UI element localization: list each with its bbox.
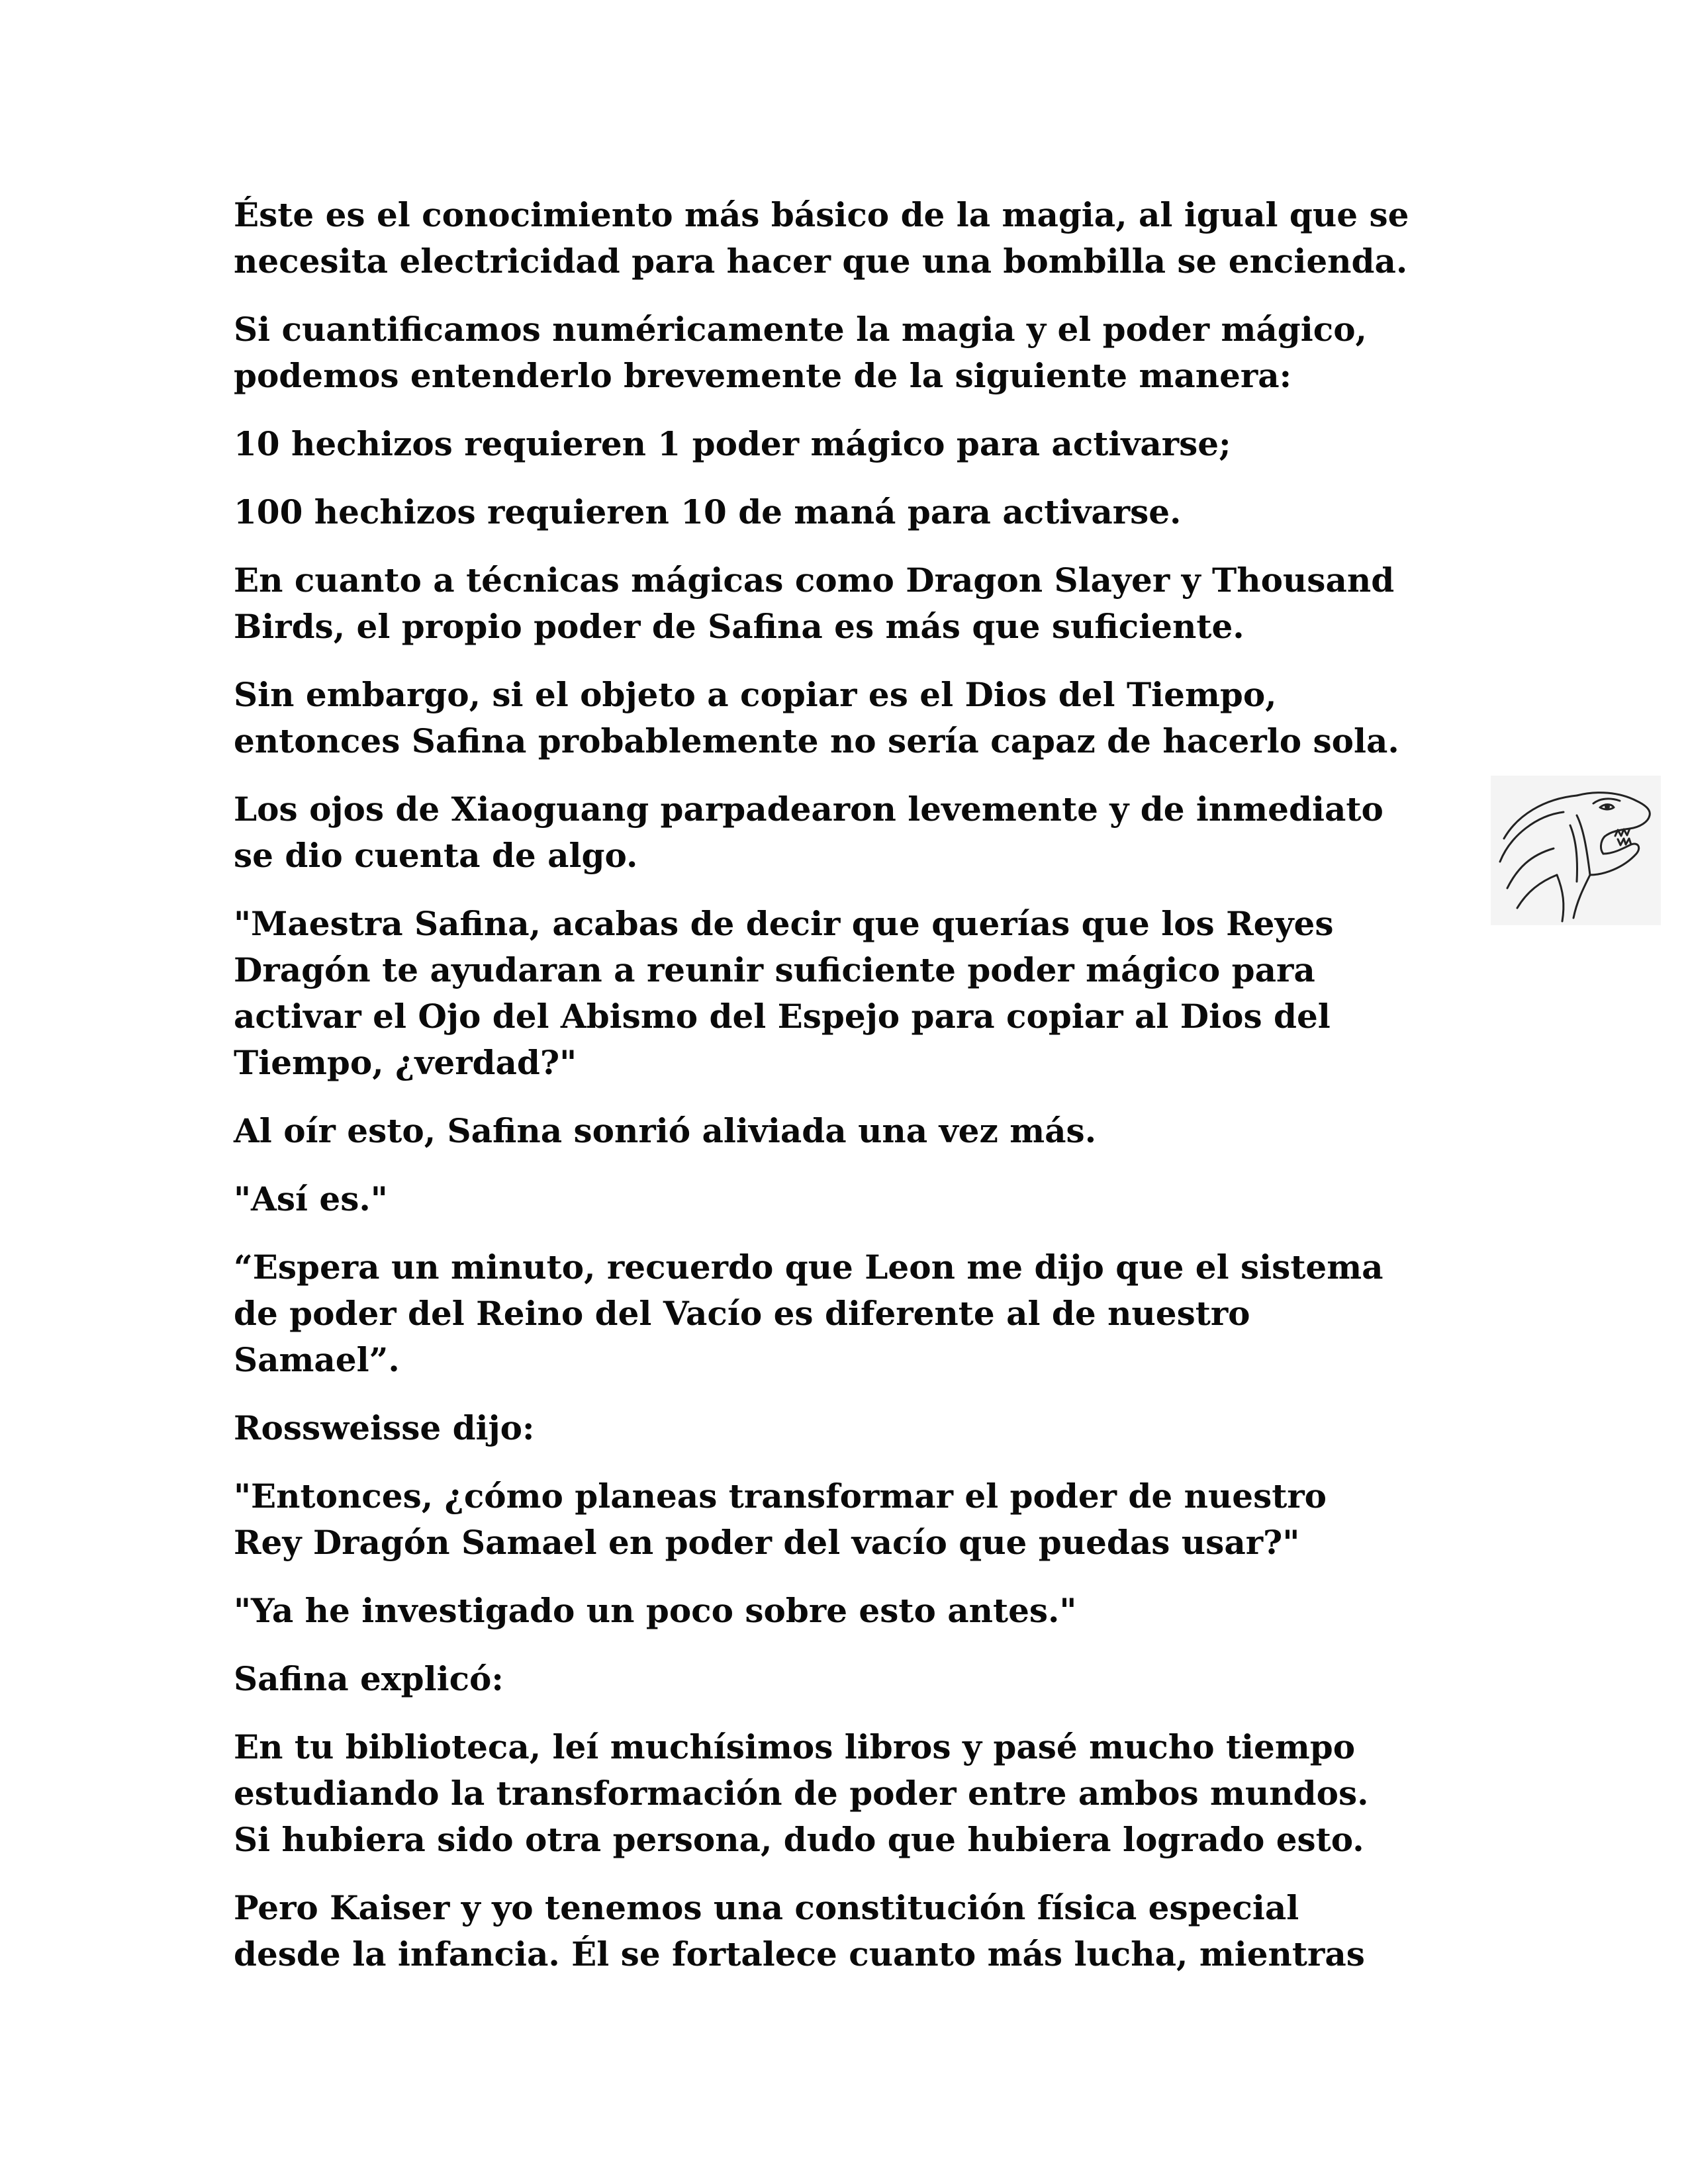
paragraph: Rossweisse dijo: — [234, 1408, 535, 1447]
paragraph: "Ya he investigado un poco sobre esto antes." — [234, 1591, 1077, 1630]
paragraph: 100 hechizos requieren 10 de maná para activarse. — [234, 492, 1182, 531]
paragraph: Pero Kaiser y yo tenemos una constitución física especial desde la infancia. Él se fortalece cuanto más lucha, mientras — [234, 1888, 1365, 1974]
paragraph: "Entonces, ¿cómo planeas transformar el poder de nuestro Rey Dragón Samael en poder del vacío que puedas usar?" — [234, 1477, 1327, 1562]
paragraph: Sin embargo, si el objeto a copiar es el Dios del Tiempo, entonces Safina probablemente no sería capaz de hacerlo sola. — [234, 675, 1399, 760]
paragraph: “Espera un minuto, recuerdo que Leon me dijo que el sistema de poder del Reino del Vacío es diferente al de nuestro Samael”. — [234, 1248, 1383, 1379]
paragraph: "Así es." — [234, 1179, 388, 1218]
paragraph: Los ojos de Xiaoguang parpadearon levemente y de inmediato se dio cuenta de algo. — [234, 790, 1383, 875]
paragraph: 10 hechizos requieren 1 poder mágico para activarse; — [234, 424, 1231, 463]
paragraph: En tu biblioteca, leí muchísimos libros y pasé mucho tiempo estudiando la transformación de poder entre ambos mundos. Si hubiera sido otra persona, dudo que hubiera logrado esto. — [234, 1727, 1369, 1859]
paragraph: En cuanto a técnicas mágicas como Dragon Slayer y Thousand Birds, el propio poder de Safina es más que suficiente. — [234, 561, 1395, 646]
body-text — [234, 192, 1465, 1999]
paragraph: Éste es el conocimiento más básico de la magia, al igual que se necesita electricidad para hacer que una bombilla se encienda. — [234, 195, 1409, 281]
paragraph: Al oír esto, Safina sonrió aliviada una vez más. — [234, 1111, 1097, 1150]
paragraph: "Maestra Safina, acabas de decir que querías que los Reyes Dragón te ayudaran a reunir suficiente poder mágico para activar el Ojo del Abismo del Espejo para copiar al Dios del Tiempo, ¿verdad?" — [234, 904, 1334, 1082]
paragraph: Safina explicó: — [234, 1659, 504, 1698]
paragraph: Si cuantificamos numéricamente la magia y el poder mágico, podemos entenderlo brevemente de la siguiente manera: — [234, 310, 1367, 395]
dinosaur-head-icon — [1491, 776, 1661, 925]
